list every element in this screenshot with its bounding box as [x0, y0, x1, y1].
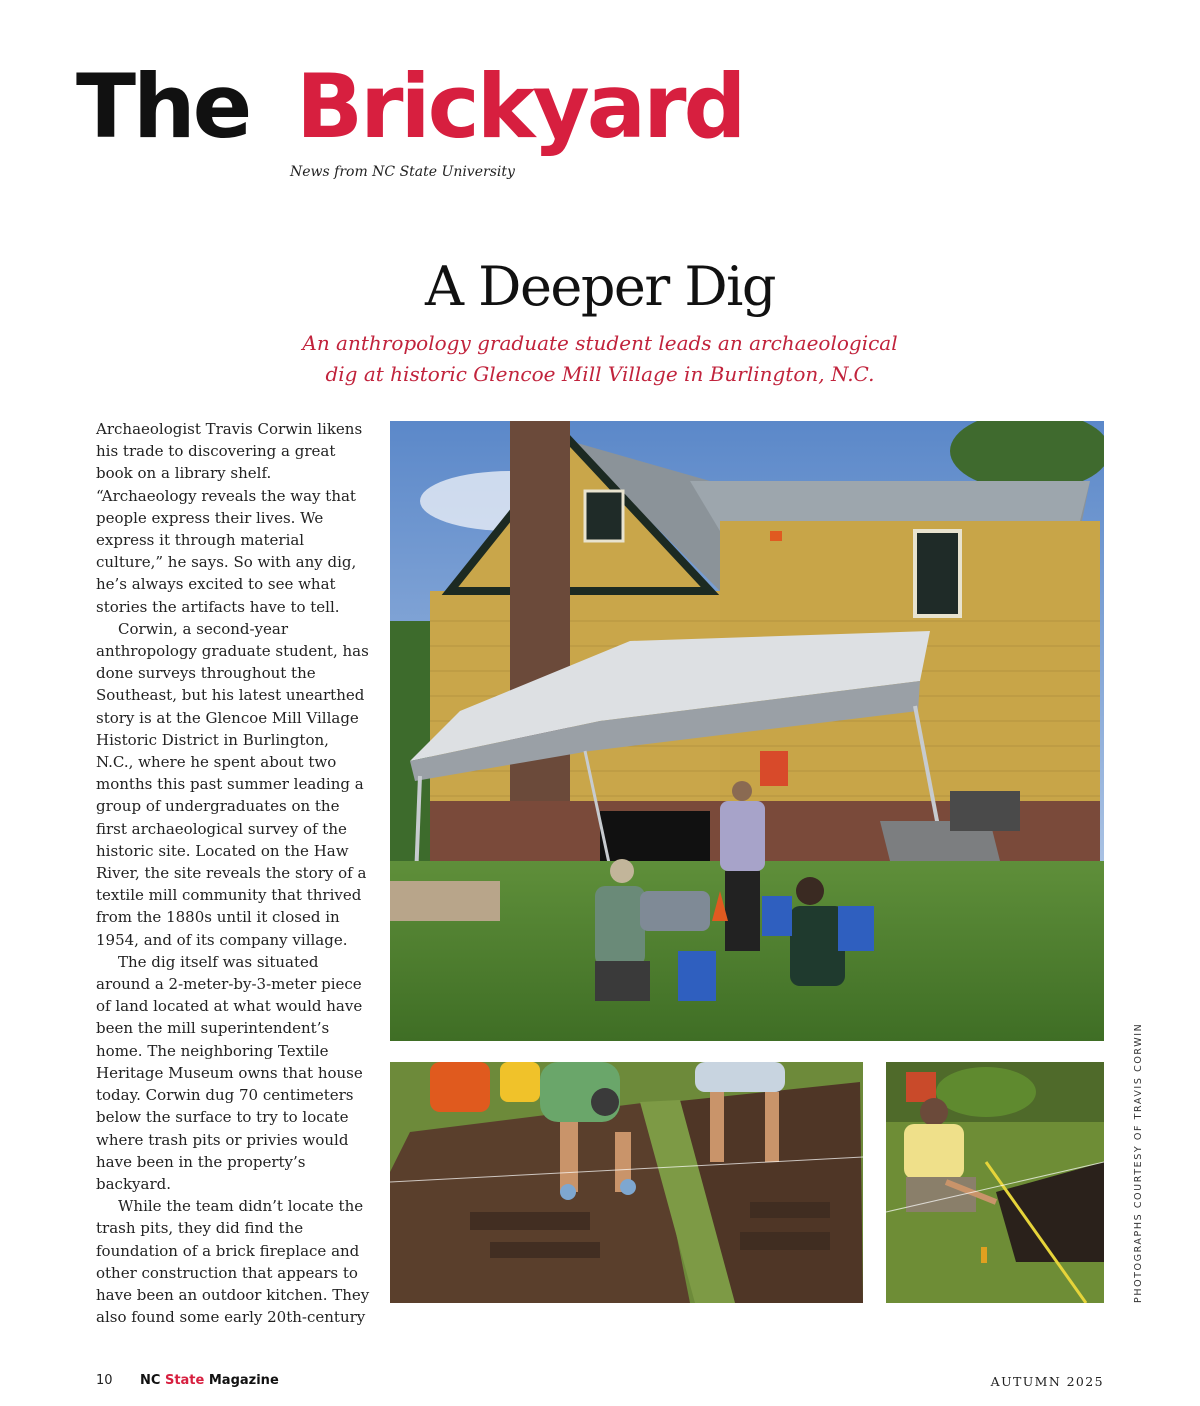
photo-student-measuring: [886, 1062, 1104, 1303]
footer-magazine-word: Magazine: [208, 1373, 279, 1388]
deck-line-2: dig at historic Glencoe Mill Village in Burlington, N.C.: [325, 362, 875, 386]
footer-page-number: 10: [96, 1373, 113, 1388]
body-paragraph-4: While the team didn’t locate the trash pits, they did find the foundation of a brick fireplace and other construction that appears to have been an outdoor kitchen. They also found some early 20th-century: [96, 1197, 370, 1327]
photo-excavation-trench: [390, 1062, 863, 1303]
deck-line-1: An anthropology graduate student leads an archaeological: [302, 331, 898, 355]
body-paragraph-3: The dig itself was situated around a 2-meter-by-3-meter piece of land located at what would have been the mill superintendent’s home. The neighboring Textile Heritage Museum owns that house today. Corwin dug 70 centimeters below the surface to try to locate where trash pits or privies would have been in the property’s backyard.: [96, 952, 363, 1193]
footer-magazine-name: [140, 1373, 279, 1388]
article-headline: A Deeper Dig: [424, 255, 775, 318]
body-paragraph-1: Archaeologist Travis Corwin likens his trade to discovering a great book on a library shelf. “Archaeology reveals the way that people express their lives. We express it through material culture,” he says. So with any dig, he’s always excited to see what stories the artifacts have to tell.: [96, 420, 363, 616]
photo-credit: PHOTOGRAPHS COURTESY OF TRAVIS CORWIN: [1133, 1022, 1144, 1303]
footer-magazine-state: State: [164, 1373, 205, 1388]
footer-magazine-nc: NC: [140, 1373, 161, 1388]
body-paragraph-2: Corwin, a second-year anthropology graduate student, has done surveys throughout the Southeast, but his latest unearthed story is at the Glencoe Mill Village Historic District in Burlington, N.C., where he spent about two months this past summer leading a group of undergraduates on the first archaeological survey of the historic site. Located on the Haw River, the site reveals the story of a textile mill community that thrived from the 1880s until it closed in 1954, and of its company village.: [96, 619, 369, 949]
article-deck: [250, 328, 950, 390]
footer-issue: AUTUMN 2025: [990, 1374, 1104, 1389]
article-body: [96, 418, 371, 1328]
photo-house-dig-site: [390, 421, 1104, 1041]
masthead: [76, 52, 836, 182]
masthead-title-brickyard: Brickyard: [296, 55, 744, 158]
masthead-subtitle: News from NC State University: [290, 164, 515, 180]
masthead-title-the: The: [76, 55, 250, 158]
